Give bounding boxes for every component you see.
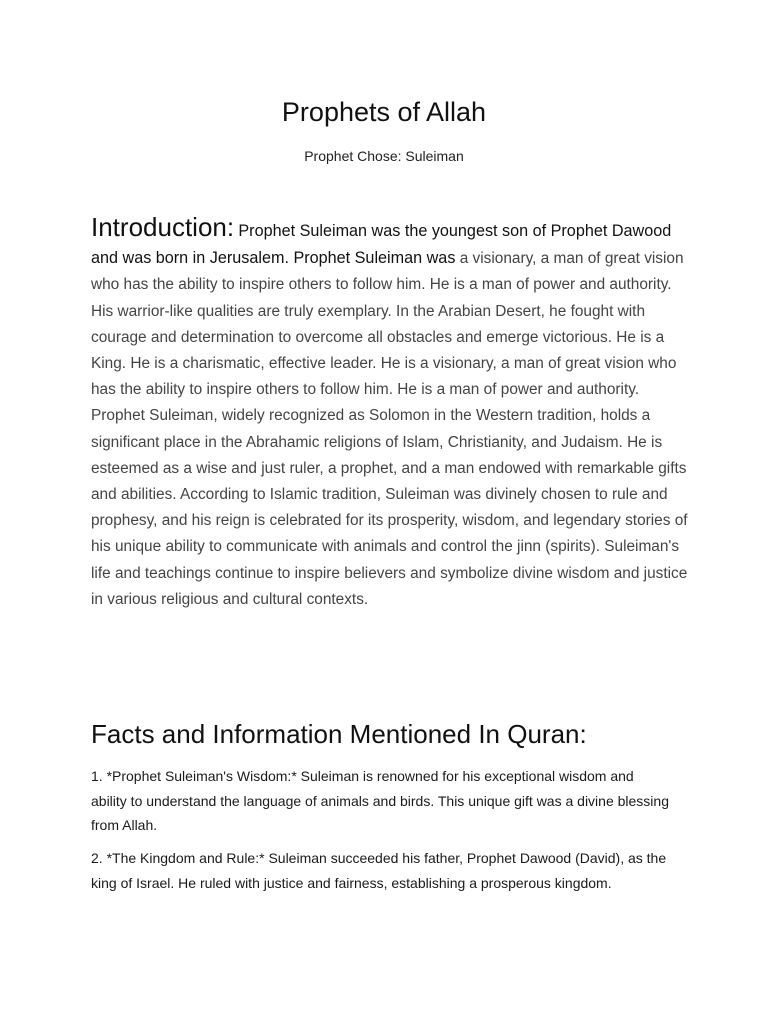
page-subtitle: Prophet Chose: Suleiman (304, 148, 464, 164)
introduction-body: a visionary, a man of great vision who has the ability to inspire others to follow him. He is a man of power and authority. His warrior-like qualities are truly exemplary. In the Arabian Desert, he fought with courage and determination to overcome all obstacles and emerge victorious. He is a King. He is a charismatic, effective leader. He is a visionary, a man of great vision who has the ability to inspire others to follow him. He is a man of power and authority. Prophet Suleiman, widely recognized as Solomon in the Western tradition, holds a significant place in the Abrahamic religions of Islam, Christianity, and Judaism. He is esteemed as a wise and just ruler, a prophet, and a man endowed with remarkable gifts and abilities. According to Islamic tradition, Suleiman was divinely chosen to rule and prophesy, and his reign is celebrated for its prosperity, wisdom, and legendary stories of his unique ability to communicate with animals and control the jinn (spirits). Suleiman's life and teachings continue to inspire believers and symbolize divine wisdom and justice in various religious and cultural contexts. (91, 250, 688, 608)
page-title: Prophets of Allah (281, 97, 487, 127)
fact-item: 2. *The Kingdom and Rule:* Suleiman succeeded his father, Prophet Dawood (David), as the king of Israel. He ruled with justice and fairness, establishing a prosperous kingdom. (91, 850, 667, 891)
introduction-paragraph (91, 214, 691, 613)
facts-section-heading: Facts and Information Mentioned In Quran: (91, 719, 587, 749)
introduction-lead: Prophet Suleiman was the youngest son of Prophet Dawood and was born in Jerusalem. Prophet Suleiman was (91, 222, 672, 268)
introduction-heading: Introduction: (91, 212, 235, 242)
fact-item: 1. *Prophet Suleiman's Wisdom:* Suleiman is renowned for his exceptional wisdom and ability to understand the language of animals and birds. This unique gift was a divine blessing from Allah. (91, 768, 669, 833)
